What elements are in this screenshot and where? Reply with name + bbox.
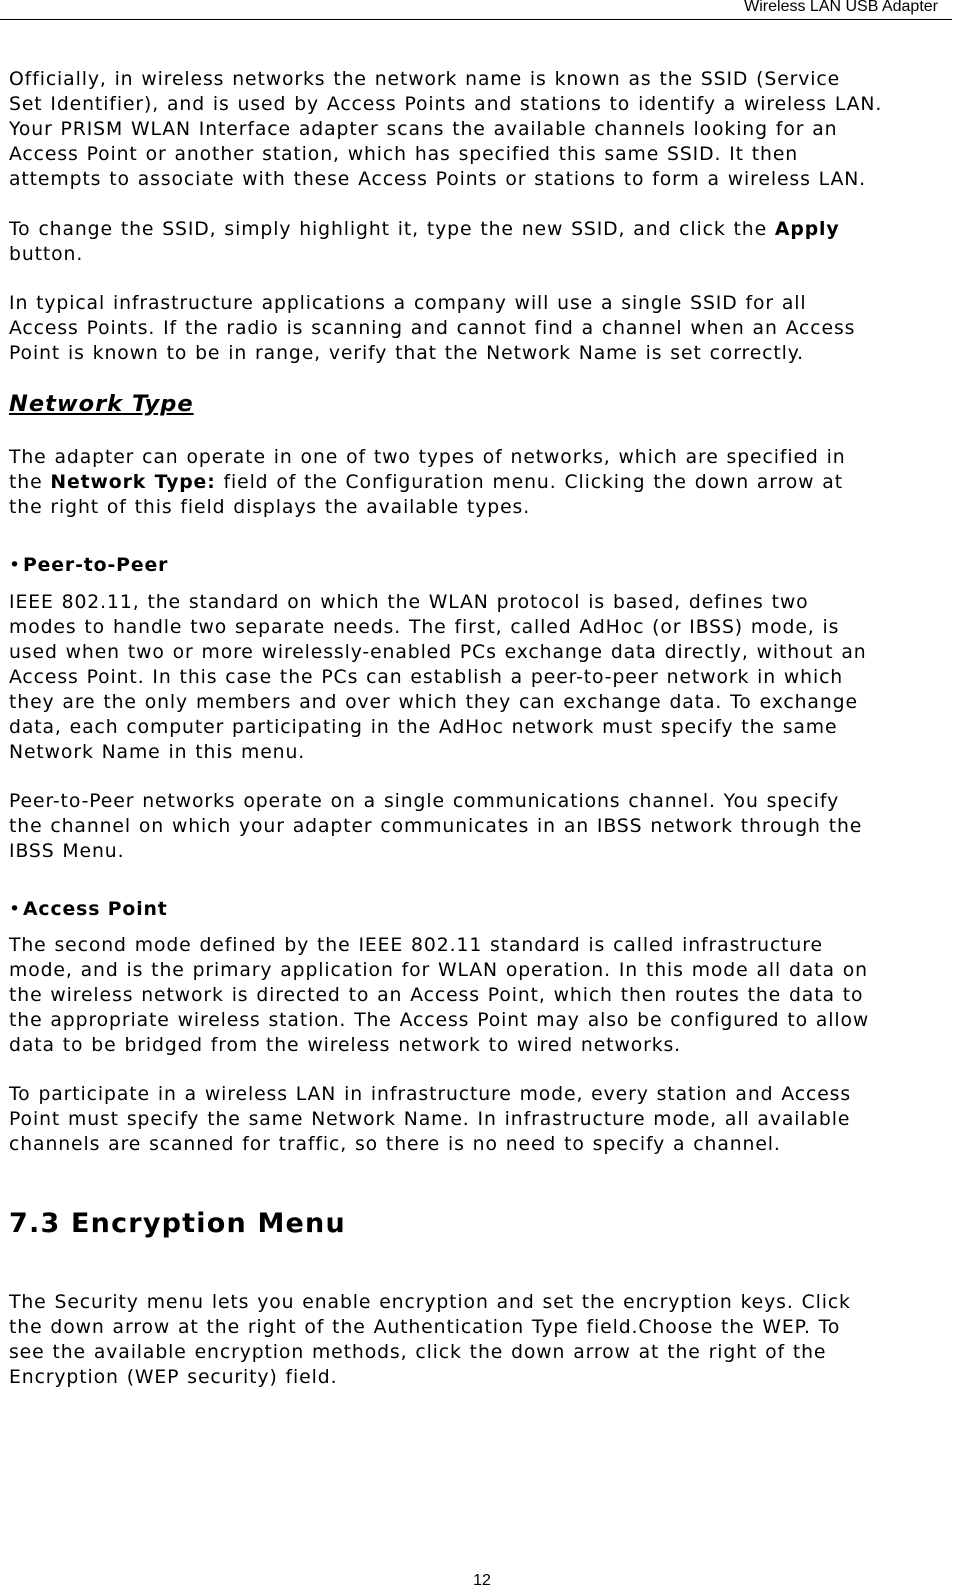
paragraph-ap-description <box>9 933 969 1058</box>
text-line: The adapter can operate in one of two types of networks, which are specified in <box>9 447 846 468</box>
text-line: In typical infrastructure applications a company will use a single SSID for all <box>9 293 807 314</box>
network-type-keyword: Network Type: <box>50 472 216 493</box>
text-line: the appropriate wireless station. The Access Point may also be configured to allow <box>9 1010 870 1031</box>
bullet-icon: • <box>9 899 21 920</box>
text-line: data to be bridged from the wireless network to wired networks. <box>9 1035 682 1056</box>
text-line: used when two or more wirelessly-enabled PCs exchange data directly, without an <box>9 642 867 663</box>
text-line: data, each computer participating in the AdHoc network must specify the same <box>9 717 838 738</box>
text-line: To participate in a wireless LAN in infrastructure mode, every station and Access <box>9 1084 852 1105</box>
text-line: the channel on which your adapter communicates in an IBSS network through the <box>9 816 863 837</box>
bullet-heading-access-point: • Access Point <box>9 899 168 920</box>
text-line: The Security menu lets you enable encryption and set the encryption keys. Click <box>9 1292 851 1313</box>
bullet-heading-peer-to-peer: • Peer-to-Peer <box>9 555 169 576</box>
text-line: Point must specify the same Network Name. In infrastructure mode, all available <box>9 1109 851 1130</box>
text-line: Network Name in this menu. <box>9 742 306 763</box>
running-header-title: Wireless LAN USB Adapter <box>744 0 938 15</box>
bullet-icon: • <box>9 555 21 576</box>
paragraph-ssid-change <box>9 217 969 267</box>
text-line: they are the only members and over which they can exchange data. To exchange <box>9 692 858 713</box>
text-line: Officially, in wireless networks the network name is known as the SSID (Service <box>9 69 841 90</box>
text-line: the down arrow at the right of the Authentication Type field.Choose the WEP. To <box>9 1317 841 1338</box>
text-line: IBSS Menu. <box>9 841 125 862</box>
text-line: the right of this field displays the available types. <box>9 497 531 518</box>
text-line: see the available encryption methods, click the down arrow at the right of the <box>9 1342 827 1363</box>
text-line: button. <box>9 244 84 265</box>
paragraph-peer-description <box>9 590 969 765</box>
text-line: To change the SSID, simply highlight it, type the new SSID, and click the Apply <box>9 219 840 240</box>
text-line: channels are scanned for traffic, so there is no need to specify a channel. <box>9 1134 781 1155</box>
text-line: Encryption (WEP security) field. <box>9 1367 338 1388</box>
text-line: Point is known to be in range, verify that the Network Name is set correctly. <box>9 343 804 364</box>
text-line: IEEE 802.11, the standard on which the WLAN protocol is based, defines two <box>9 592 809 613</box>
text-line: the Network Type: field of the Configuration menu. Clicking the down arrow at <box>9 472 843 493</box>
text-line: Peer-to-Peer networks operate on a single communications channel. You specify <box>9 791 840 812</box>
paragraph-ssid-typical <box>9 291 969 366</box>
page-number: 12 <box>473 1572 491 1589</box>
text-line: Access Point. In this case the PCs can establish a peer-to-peer network in which <box>9 667 844 688</box>
text-line: modes to handle two separate needs. The first, called AdHoc (or IBSS) mode, is <box>9 617 840 638</box>
paragraph-peer-channel <box>9 789 969 864</box>
text-line: the wireless network is directed to an Access Point, which then routes the data to <box>9 985 864 1006</box>
text-line: Access Points. If the radio is scanning and cannot find a channel when an Access <box>9 318 856 339</box>
text-line: Your PRISM WLAN Interface adapter scans the available channels looking for an <box>9 119 838 140</box>
paragraph-ap-participate <box>9 1082 969 1157</box>
paragraph-network-type-intro <box>9 445 969 520</box>
heading-network-type: Network Type <box>9 391 194 417</box>
text-line: The second mode defined by the IEEE 802.11 standard is called infrastructure <box>9 935 823 956</box>
text-line: mode, and is the primary application for WLAN operation. In this mode all data on <box>9 960 868 981</box>
header-divider <box>0 19 952 20</box>
text-line: attempts to associate with these Access Points or stations to form a wireless LAN. <box>9 169 867 190</box>
text-line: Access Point or another station, which has specified this same SSID. It then <box>9 144 799 165</box>
text-line: Set Identifier), and is used by Access Points and stations to identify a wireless LAN. <box>9 94 883 115</box>
paragraph-encryption-description <box>9 1290 969 1390</box>
paragraph-ssid-intro <box>9 67 969 192</box>
heading-encryption-menu: 7.3 Encryption Menu <box>9 1208 346 1239</box>
apply-keyword: Apply <box>774 219 840 240</box>
